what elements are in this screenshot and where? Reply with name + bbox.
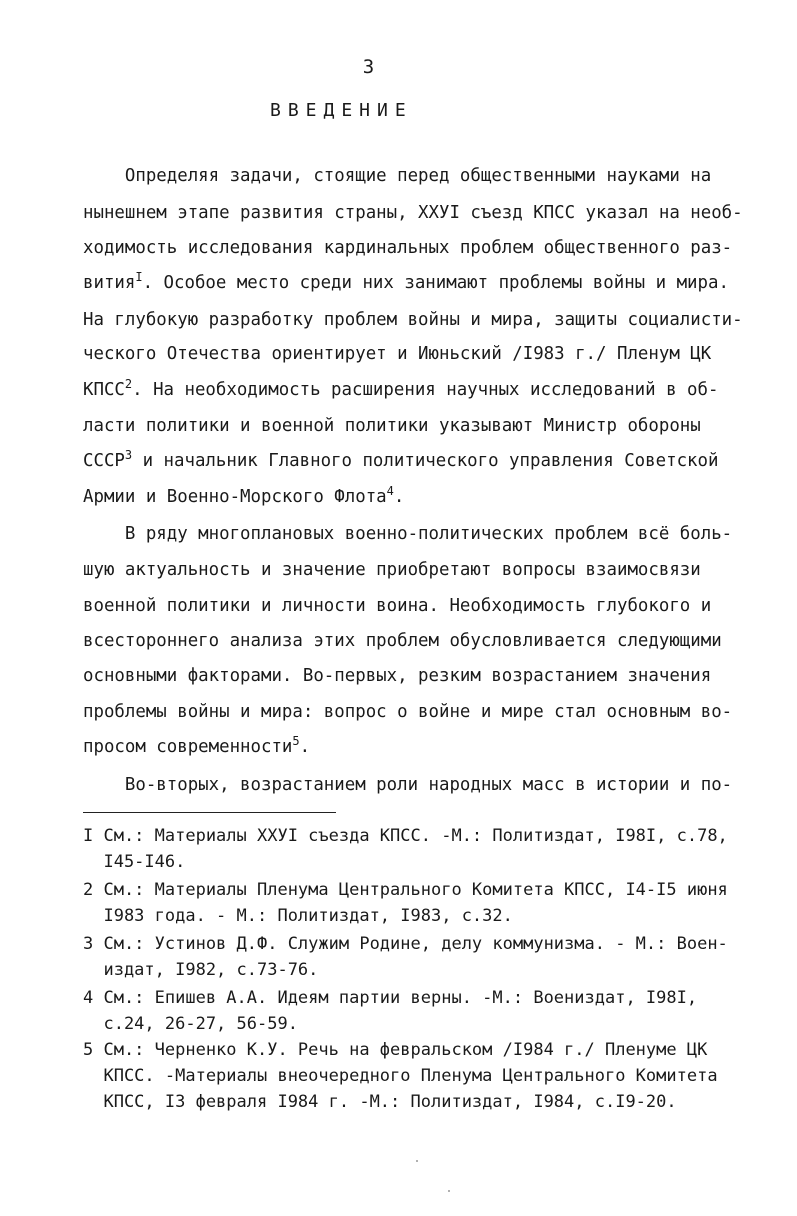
body-line-text: . Особое место среди них занимают проблемы войны и мира. [142, 273, 729, 293]
body-line [83, 734, 311, 757]
footnote-line: КПСС. -Материалы внеочередного Пленума Центрального Комитета [83, 1066, 718, 1086]
body-line [83, 238, 732, 258]
body-line [83, 524, 732, 544]
footnote-line: 4 См.: Епишев А.А. Идеям партии верны. -М.: Воениздат, I98I, [83, 988, 698, 1008]
body-line [83, 166, 711, 186]
body-line-text: На глубокую разработку проблем войны и мира, защиты социалисти- [83, 310, 743, 330]
footnote-line: 3 См.: Устинов Д.Ф. Служим Родине, делу коммунизма. - М.: Воен- [83, 934, 728, 954]
body-line-text: . На необходимость расширения научных исследований в об- [132, 380, 719, 400]
footnote-line: I983 года. - М.: Политиздат, I983, с.32. [83, 906, 513, 926]
body-line [83, 775, 732, 795]
body-line-text: СССР [83, 451, 125, 471]
footnote-line: с.24, 26-27, 56-59. [83, 1014, 298, 1034]
scan-speck [448, 1190, 450, 1192]
page-title: ВВЕДЕНИЕ [270, 100, 413, 121]
body-line-text: шую актуальность и значение приобретают вопросы взаимосвязи [83, 560, 701, 580]
body-line-text: ласти политики и военной политики указывают Министр обороны [83, 416, 701, 436]
body-line [83, 596, 711, 616]
body-line-text: вития [83, 273, 136, 293]
footnote-ref: 3 [124, 448, 133, 462]
scan-speck [416, 1160, 418, 1162]
body-line-text: Армии и Военно-Морского Флота [83, 487, 387, 507]
body-line [83, 631, 722, 651]
body-line-text: . [393, 487, 405, 507]
body-line [83, 666, 711, 686]
body-line-text: Во-вторых, возрастанием роли народных масс в истории и по- [83, 775, 733, 795]
body-line-text: ческого Отечества ориентирует и Июньский /I983 г./ Пленум ЦК [83, 344, 712, 364]
body-line [83, 377, 719, 400]
footnote-ref: 5 [292, 734, 300, 748]
body-line [83, 310, 743, 330]
body-line-text: военной политики и личности воина. Необходимость глубокого и [83, 596, 712, 616]
body-line [83, 344, 711, 364]
footnote-line: КПСС, I3 февраля I984 г. -М.: Политиздат, I984, с.I9-20. [83, 1092, 677, 1112]
footnote-ref: I [135, 270, 143, 284]
page-number: 3 [362, 56, 375, 78]
body-line [83, 448, 719, 471]
body-line [83, 270, 729, 293]
body-line [83, 560, 701, 580]
body-line-text: всестороннего анализа этих проблем обусловливается следующими [83, 631, 722, 651]
body-line [83, 203, 743, 223]
footnote-line: I45-I46. [83, 852, 186, 872]
body-line [83, 484, 405, 507]
body-line-text: основными факторами. Во-первых, резким возрастанием значения [83, 666, 712, 686]
body-line-text: проблемы войны и мира: вопрос о войне и мире стал основным во- [83, 702, 733, 722]
body-line-text: . [299, 737, 311, 757]
body-line-text: Определяя задачи, стоящие перед общественными науками на [83, 166, 712, 186]
body-line-text: ходимость исследования кардинальных проблем общественного раз- [83, 238, 733, 258]
body-line [83, 702, 732, 722]
body-line-text: КПСС [83, 380, 125, 400]
body-line [83, 416, 701, 436]
footnote-ref: 2 [124, 377, 133, 391]
footnote-line: издат, I982, с.73-76. [83, 960, 319, 980]
footnote-line: 5 См.: Черненко К.У. Речь на февральском /I984 г./ Пленуме ЦК [83, 1040, 708, 1060]
footnote-ref: 4 [386, 484, 394, 498]
body-line-text: В ряду многоплановых военно-политических проблем всё боль- [83, 524, 733, 544]
footnote-rule [83, 812, 336, 813]
body-line-text: и начальник Главного политического управления Советской [132, 451, 719, 471]
footnote-line: 2 См.: Материалы Пленума Центрального Комитета КПСС, I4-I5 июня [83, 880, 728, 900]
footnote-line: I См.: Материалы ХХУI съезда КПСС. -М.: Политиздат, I98I, с.78, [83, 826, 728, 846]
body-line-text: просом современности [83, 737, 293, 757]
body-line-text: нынешнем этапе развития страны, ХХУI съезд КПСС указал на необ- [83, 203, 743, 223]
